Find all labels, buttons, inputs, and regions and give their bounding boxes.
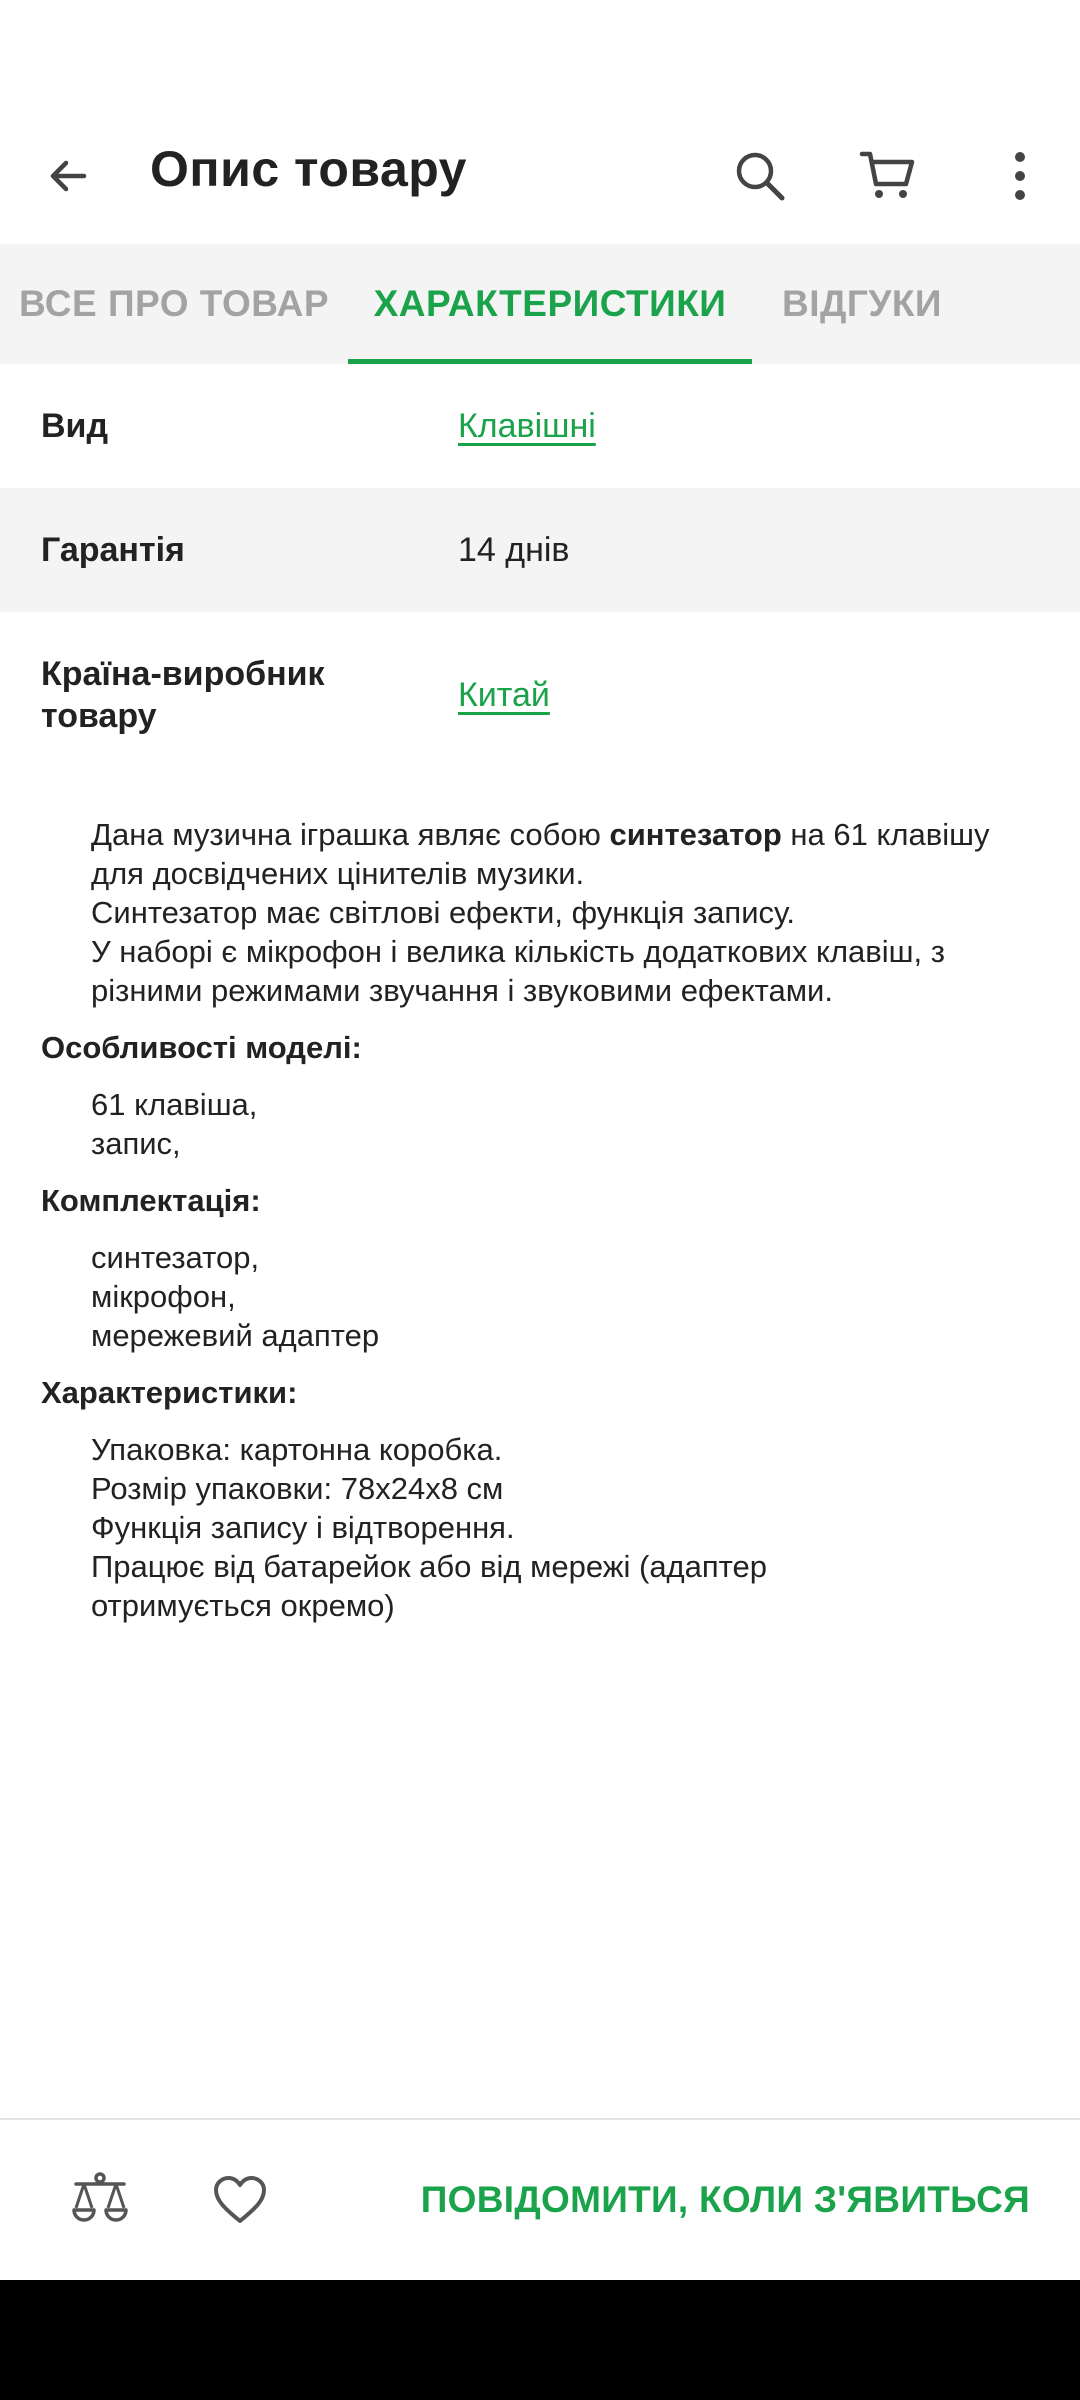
section-title-features: Особливості моделі: [41, 1030, 362, 1065]
more-vertical-icon [1010, 148, 1030, 204]
compare-button[interactable] [66, 2166, 134, 2234]
list-item: Працює від батарейок або від мережі (адаптер отримується окремо) [91, 1549, 768, 1623]
spec-label: Гарантія [41, 531, 185, 569]
more-options-button[interactable] [988, 144, 1052, 208]
spec-label: Вид [41, 407, 109, 445]
app-header [0, 110, 1080, 240]
characteristics-list [0, 1430, 1080, 1625]
description-intro [0, 815, 1080, 1010]
spec-row-country [0, 612, 1080, 780]
spec-value-link[interactable]: Китай [458, 676, 550, 714]
system-navigation-bar [0, 2280, 1080, 2400]
bottom-action-bar [0, 2120, 1080, 2280]
spec-value: 14 днів [458, 531, 570, 569]
section-title-characteristics: Характеристики: [41, 1375, 298, 1410]
cart-icon [858, 146, 918, 206]
intro-text: Дана музична іграшка являє собою [91, 817, 610, 852]
cart-button[interactable] [856, 144, 920, 208]
favorite-button[interactable] [206, 2166, 274, 2234]
description-line: Синтезатор має світлові ефекти, функція запису. [91, 895, 796, 930]
list-item: мікрофон, [91, 1279, 236, 1314]
list-item: запис, [91, 1126, 181, 1161]
search-icon [732, 148, 788, 204]
spec-value-link[interactable]: Клавішні [458, 407, 596, 445]
arrow-left-icon [44, 152, 92, 200]
notify-when-available-button[interactable]: ПОВІДОМИТИ, КОЛИ З'ЯВИТЬСЯ [420, 2179, 1030, 2220]
list-item: Розмір упаковки: 78х24х8 см [91, 1471, 504, 1506]
tab-bar [0, 244, 1080, 364]
list-item: Упаковка: картонна коробка. [91, 1432, 503, 1467]
compare-scales-icon [68, 2168, 132, 2232]
list-item: мережевий адаптер [91, 1318, 380, 1353]
search-button[interactable] [728, 144, 792, 208]
intro-text-end: на 61 клавішу для досвідчених цінителів музики. [91, 817, 990, 891]
features-list [0, 1085, 1080, 1163]
tab-characteristics[interactable]: ХАРАКТЕРИСТИКИ [348, 244, 752, 364]
product-description [0, 815, 1080, 1625]
description-line: У наборі є мікрофон і велика кількість додаткових клавіш, з різними режимами звучання і звуковими ефектами. [91, 934, 945, 1008]
intro-bold: синтезатор [609, 817, 782, 852]
spec-row-warranty [0, 488, 1080, 612]
tab-reviews[interactable]: ВІДГУКИ [781, 283, 943, 324]
list-item: синтезатор, [91, 1240, 260, 1275]
tab-all-about[interactable]: ВСЕ ПРО ТОВАР [18, 283, 330, 324]
heart-icon [212, 2174, 268, 2226]
section-title-kit: Комплектація: [41, 1183, 261, 1218]
kit-list [0, 1238, 1080, 1355]
back-button[interactable] [36, 144, 100, 208]
spec-label: Країна-виробник товару [41, 655, 325, 735]
page-title: Опис товару [150, 141, 467, 197]
spec-row-type [0, 364, 1080, 488]
list-item: Функція запису і відтворення. [91, 1510, 515, 1545]
list-item: 61 клавіша, [91, 1087, 258, 1122]
